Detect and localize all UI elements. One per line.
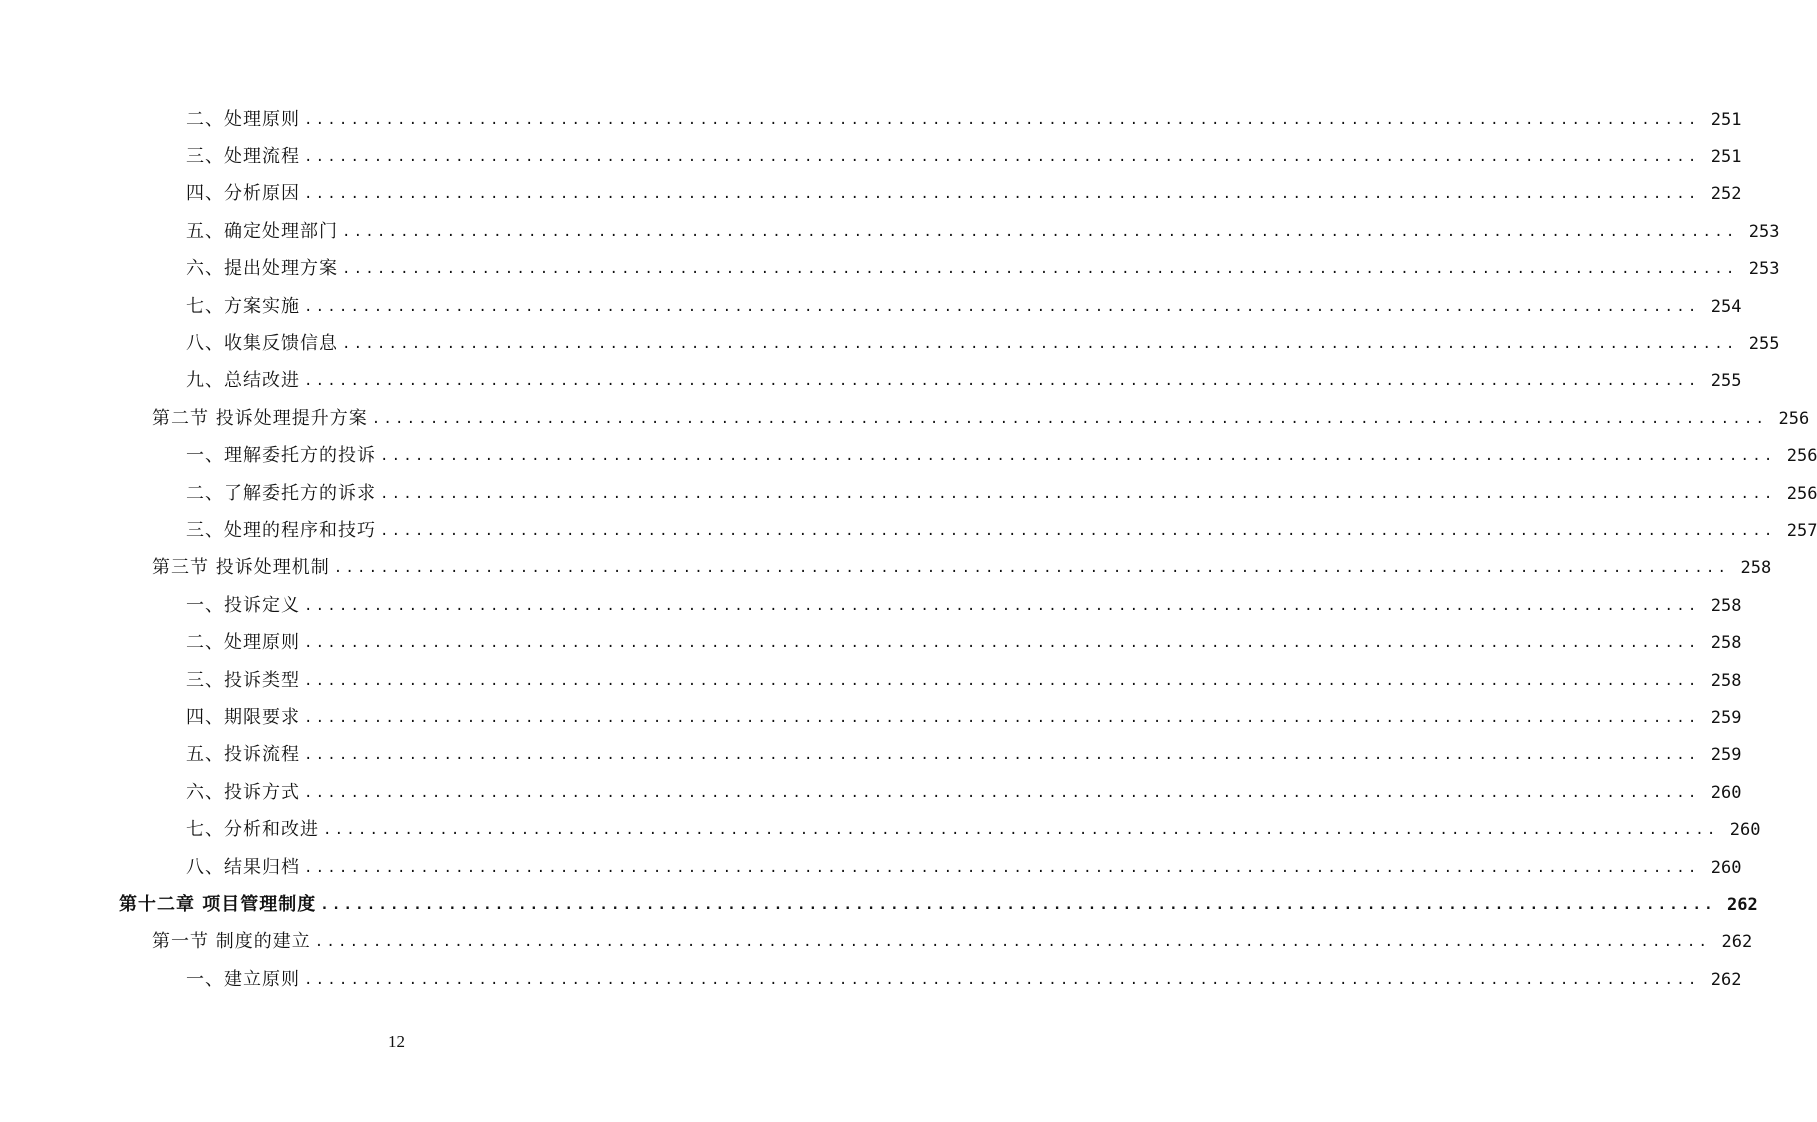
toc-subsection-entry[interactable] (0, 662, 1742, 699)
toc-dot-leader: ........................................................................................................................ (314, 934, 1711, 951)
toc-subsection-entry[interactable] (0, 101, 1742, 138)
toc-subsection-entry[interactable] (0, 475, 1817, 512)
toc-subsection-entry[interactable] (0, 138, 1742, 175)
toc-entry-title: 四、分析原因 (186, 183, 300, 205)
toc-entry-page: 254 (1710, 296, 1742, 317)
toc-section-entry[interactable] (0, 924, 1753, 961)
toc-dot-leader: ........................................................................................................................ (304, 149, 1700, 166)
toc-subsection-entry[interactable] (0, 699, 1742, 736)
toc-dot-leader: ........................................................................................................................ (342, 223, 1738, 240)
toc-entry-page: 251 (1710, 147, 1742, 168)
toc-dot-leader: ........................................................................................................................ (304, 747, 1700, 764)
toc-entry-title: 二、处理原则 (186, 632, 300, 654)
toc-subsection-entry[interactable] (0, 849, 1742, 886)
toc-entry-page: 253 (1748, 259, 1780, 280)
toc-chapter-entry[interactable] (0, 886, 1758, 923)
toc-entry-page: 262 (1727, 894, 1758, 915)
toc-subsection-entry[interactable] (0, 774, 1742, 811)
toc-entry-title: 二、处理原则 (186, 108, 300, 130)
toc-dot-leader: ........................................................................................................................ (304, 971, 1700, 988)
toc-entry-title: 一、建立原则 (186, 968, 300, 990)
toc-section-entry[interactable] (0, 550, 1772, 587)
toc-entry-page: 258 (1710, 670, 1742, 691)
toc-entry-title: 第二节 投诉处理提升方案 (152, 407, 368, 429)
page-number: 12 (388, 1032, 405, 1051)
toc-dot-leader: ........................................................................................................................ (342, 336, 1738, 353)
toc-dot-leader: ........................................................................................................................ (304, 373, 1700, 390)
toc-subsection-entry[interactable] (0, 251, 1780, 288)
toc-dot-leader: ........................................................................................................................ (371, 410, 1768, 427)
toc-entry-page: 262 (1721, 932, 1753, 953)
toc-entry-page: 252 (1710, 184, 1742, 205)
toc-entry-title: 第十二章 项目管理制度 (119, 893, 317, 915)
toc-entry-title: 三、处理流程 (186, 146, 300, 168)
toc-entry-title: 三、投诉类型 (186, 669, 300, 691)
toc-entry-page: 251 (1710, 109, 1742, 130)
toc-dot-leader: ........................................................................................................................ (304, 859, 1700, 876)
table-of-contents (0, 101, 1817, 998)
toc-dot-leader: ........................................................................................................................ (380, 522, 1776, 539)
toc-dot-leader: ........................................................................................................................ (342, 261, 1738, 278)
toc-dot-leader: ........................................................................................................................ (304, 298, 1700, 315)
toc-entry-page: 258 (1710, 595, 1742, 616)
toc-entry-page: 256 (1786, 483, 1817, 504)
toc-dot-leader: ........................................................................................................................ (304, 186, 1700, 203)
toc-dot-leader: ........................................................................................................................ (304, 597, 1700, 614)
toc-entry-title: 八、收集反馈信息 (186, 333, 338, 355)
toc-dot-leader: ........................................................................................................................ (380, 448, 1776, 465)
toc-entry-page: 260 (1729, 820, 1761, 841)
toc-subsection-entry[interactable] (0, 961, 1742, 998)
toc-dot-leader: ........................................................................................................................ (304, 635, 1700, 652)
toc-entry-title: 八、结果归档 (186, 856, 300, 878)
toc-entry-page: 255 (1710, 371, 1742, 392)
toc-entry-title: 一、理解委托方的投诉 (186, 445, 376, 467)
toc-subsection-entry[interactable] (0, 363, 1742, 400)
toc-dot-leader: ........................................................................................................................ (304, 784, 1700, 801)
toc-subsection-entry[interactable] (0, 213, 1780, 250)
toc-subsection-entry[interactable] (0, 737, 1742, 774)
toc-entry-title: 第一节 制度的建立 (152, 931, 311, 953)
toc-subsection-entry[interactable] (0, 512, 1817, 549)
toc-dot-leader: ........................................................................................................................ (304, 672, 1700, 689)
toc-entry-page: 253 (1748, 221, 1780, 242)
toc-entry-page: 258 (1740, 558, 1772, 579)
toc-entry-page: 260 (1710, 782, 1742, 803)
toc-entry-title: 第三节 投诉处理机制 (152, 557, 330, 579)
toc-entry-title: 五、确定处理部门 (186, 220, 338, 242)
toc-entry-title: 六、投诉方式 (186, 781, 300, 803)
toc-entry-title: 五、投诉流程 (186, 744, 300, 766)
toc-subsection-entry[interactable] (0, 587, 1742, 624)
toc-entry-title: 四、期限要求 (186, 706, 300, 728)
toc-dot-leader: ........................................................................................................................ (380, 485, 1776, 502)
toc-entry-page: 256 (1778, 408, 1810, 429)
toc-section-entry[interactable] (0, 400, 1810, 437)
toc-dot-leader: ........................................................................................................................ (304, 111, 1700, 128)
toc-dot-leader: ........................................................................................................................ (333, 560, 1730, 577)
toc-dot-leader: ........................................................................................................................ (323, 822, 1719, 839)
toc-entry-title: 六、提出处理方案 (186, 258, 338, 280)
toc-entry-page: 259 (1710, 707, 1742, 728)
toc-subsection-entry[interactable] (0, 438, 1817, 475)
toc-entry-title: 二、了解委托方的诉求 (186, 482, 376, 504)
toc-entry-title: 七、分析和改进 (186, 819, 319, 841)
toc-entry-title: 一、投诉定义 (186, 594, 300, 616)
toc-entry-title: 九、总结改进 (186, 370, 300, 392)
toc-dot-leader: ........................................................................................................................ (320, 896, 1716, 913)
toc-entry-page: 255 (1748, 334, 1780, 355)
toc-entry-title: 三、处理的程序和技巧 (186, 519, 376, 541)
toc-entry-page: 257 (1786, 520, 1817, 541)
toc-subsection-entry[interactable] (0, 288, 1742, 325)
toc-entry-page: 259 (1710, 745, 1742, 766)
toc-entry-page: 258 (1710, 633, 1742, 654)
toc-entry-page: 262 (1710, 969, 1742, 990)
toc-entry-page: 256 (1786, 446, 1817, 467)
toc-subsection-entry[interactable] (0, 811, 1761, 848)
toc-subsection-entry[interactable] (0, 624, 1742, 661)
toc-entry-title: 七、方案实施 (186, 295, 300, 317)
toc-subsection-entry[interactable] (0, 176, 1742, 213)
toc-entry-page: 260 (1710, 857, 1742, 878)
toc-dot-leader: ........................................................................................................................ (304, 709, 1700, 726)
toc-subsection-entry[interactable] (0, 325, 1780, 362)
